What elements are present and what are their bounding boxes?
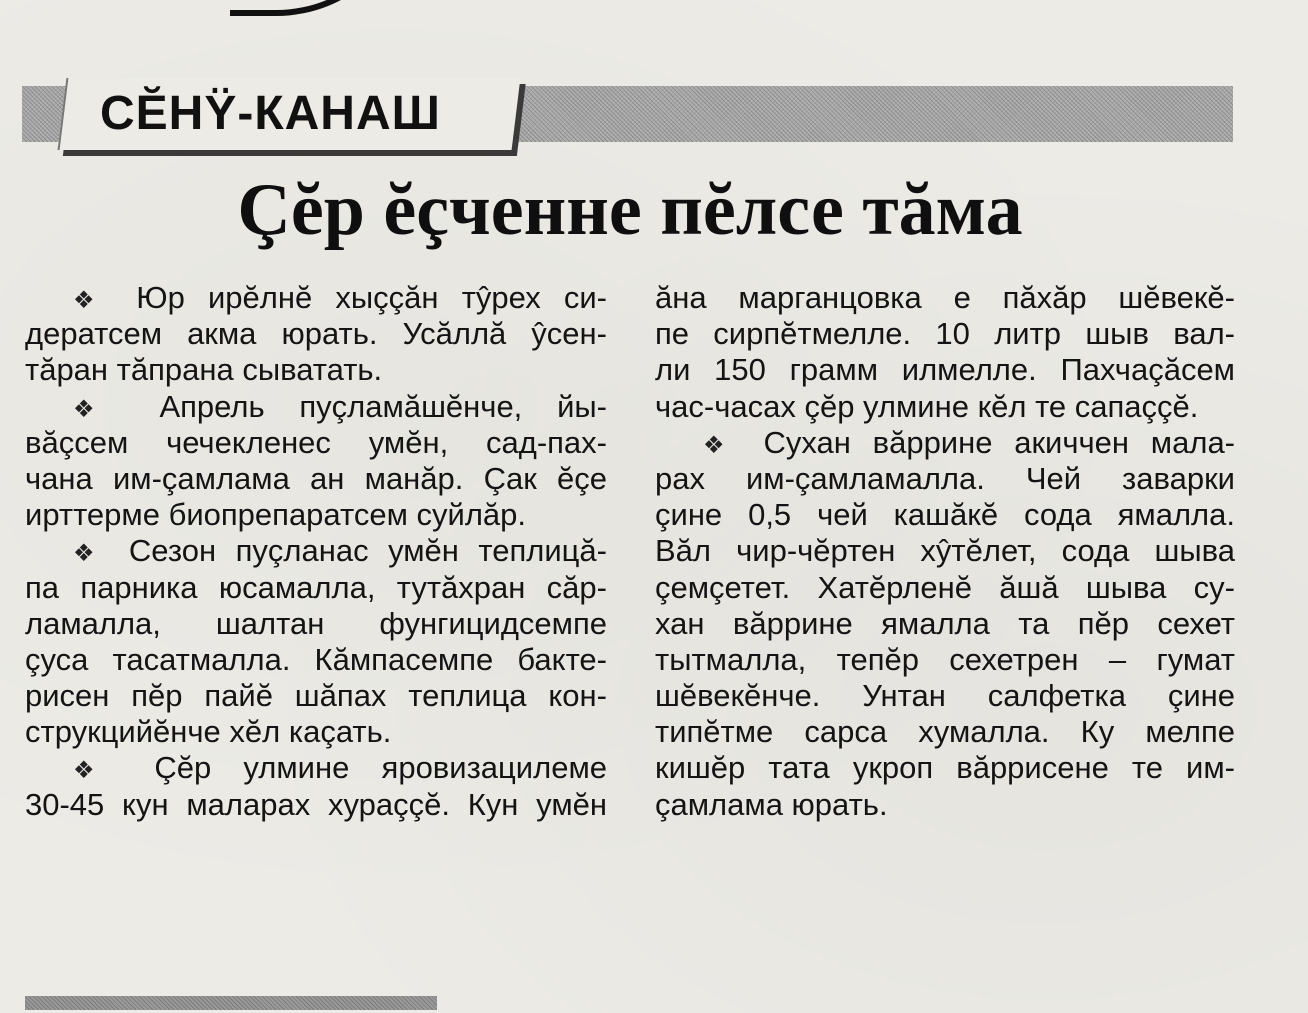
text-line bbox=[655, 497, 1235, 533]
text-line bbox=[25, 606, 607, 642]
paragraph-bullet-icon: ❖ bbox=[703, 431, 738, 459]
line-text: ли 150 грамм илмелле. Пахчаçăсем bbox=[655, 352, 1235, 388]
line-text: рисен пĕр пайĕ шăпах теплица кон- bbox=[25, 678, 607, 714]
line-text: ламалла, шалтан фунгицидсемпе bbox=[25, 605, 607, 641]
text-line bbox=[655, 280, 1235, 316]
line-text: дератсем акма юрать. Усăллă ŷсен- bbox=[25, 316, 607, 352]
line-text: çине 0,5 чей кашăкĕ сода ямалла. bbox=[655, 497, 1235, 533]
text-line bbox=[655, 570, 1235, 606]
paragraph-bullet-icon: ❖ bbox=[73, 540, 106, 568]
paragraph-bullet-icon: ❖ bbox=[73, 395, 121, 423]
paragraph-bullet-icon: ❖ bbox=[73, 287, 110, 314]
line-text: шĕвекĕнче. Унтан салфетка çине bbox=[655, 678, 1235, 714]
line-text: çуса тасатмалла. Кăмпасемпе бакте- bbox=[25, 641, 607, 677]
line-text: Сухан вăррине акиччен мала- bbox=[763, 424, 1235, 460]
line-text: Вăл чир-чĕртен хŷтĕлет, сода шыва bbox=[655, 533, 1235, 569]
line-text: вăçсем чечекленес умĕн, сад-пах- bbox=[25, 424, 607, 460]
text-line bbox=[655, 787, 1235, 823]
line-text: Сезон пуçланас умĕн теплицă- bbox=[128, 533, 607, 569]
line-text: час-часах çĕр улмине кĕл те сапаççĕ. bbox=[655, 388, 1199, 424]
text-line bbox=[25, 280, 607, 316]
text-line bbox=[655, 642, 1235, 678]
text-line bbox=[25, 570, 607, 606]
text-line bbox=[25, 425, 607, 461]
text-line bbox=[25, 352, 607, 388]
left-column bbox=[25, 280, 607, 823]
line-text: кишĕр тата укроп вăррисене те им- bbox=[655, 750, 1235, 786]
line-text: ăна марганцовка е пăхăр шĕвекĕ- bbox=[655, 280, 1235, 315]
text-line bbox=[25, 678, 607, 714]
line-text: Çĕр улмине яровизацилеме bbox=[154, 750, 607, 786]
line-text: пе сирпĕтмелле. 10 литр шыв вал- bbox=[655, 316, 1235, 352]
text-line bbox=[655, 678, 1235, 714]
rubric-label: СĔНŸ-КАНАШ bbox=[100, 87, 441, 140]
text-line bbox=[655, 714, 1235, 750]
text-line bbox=[25, 642, 607, 678]
line-text: çамлама юрать. bbox=[655, 786, 888, 822]
bottom-rule bbox=[25, 996, 437, 1010]
line-text: типĕтме сарса хумалла. Ку мелпе bbox=[655, 714, 1235, 750]
text-line bbox=[655, 533, 1235, 569]
text-line bbox=[655, 425, 1235, 461]
text-line bbox=[25, 316, 607, 352]
line-text: ирттерме биопрепаратсем суйлăр. bbox=[25, 497, 526, 533]
line-text: тытмалла, тепĕр сехетрен – гумат bbox=[655, 641, 1235, 677]
line-text: Юр ирĕлнĕ хыççăн тŷрех си- bbox=[136, 280, 607, 315]
line-text: хан вăррине ямалла та пĕр сехет bbox=[655, 605, 1235, 641]
text-line bbox=[25, 714, 607, 750]
text-line bbox=[655, 389, 1235, 425]
line-text: струкцийĕнче хĕл каçать. bbox=[25, 714, 392, 750]
decorative-arc bbox=[230, 0, 416, 16]
text-line bbox=[655, 352, 1235, 388]
line-text: Апрель пуçламăшĕнче, йы- bbox=[159, 388, 607, 424]
text-line bbox=[25, 533, 607, 569]
text-line bbox=[655, 316, 1235, 352]
line-text: па парника юсамалла, тутăхран сăр- bbox=[25, 569, 607, 605]
line-text: çемçетет. Хатĕрленĕ ăшă шыва су- bbox=[655, 569, 1235, 605]
line-text: рах им-çамламалла. Чей заварки bbox=[655, 460, 1235, 496]
paragraph-bullet-icon: ❖ bbox=[73, 757, 119, 785]
text-line bbox=[655, 461, 1235, 497]
text-line bbox=[25, 750, 607, 786]
text-line bbox=[25, 389, 607, 425]
text-line bbox=[25, 787, 607, 823]
line-text: 30-45 кун маларах хураççĕ. Кун умĕн bbox=[25, 786, 607, 822]
article-headline: Çĕр ĕçченне пĕлсе тăма bbox=[237, 169, 1023, 251]
text-line bbox=[655, 606, 1235, 642]
text-line bbox=[25, 497, 607, 533]
right-column bbox=[655, 280, 1235, 823]
line-text: тăран тăпрана сыватать. bbox=[25, 352, 383, 388]
line-text: чана им-çамлама ан манăр. Çак ĕçе bbox=[25, 460, 607, 496]
text-line bbox=[25, 461, 607, 497]
text-line bbox=[655, 750, 1235, 786]
